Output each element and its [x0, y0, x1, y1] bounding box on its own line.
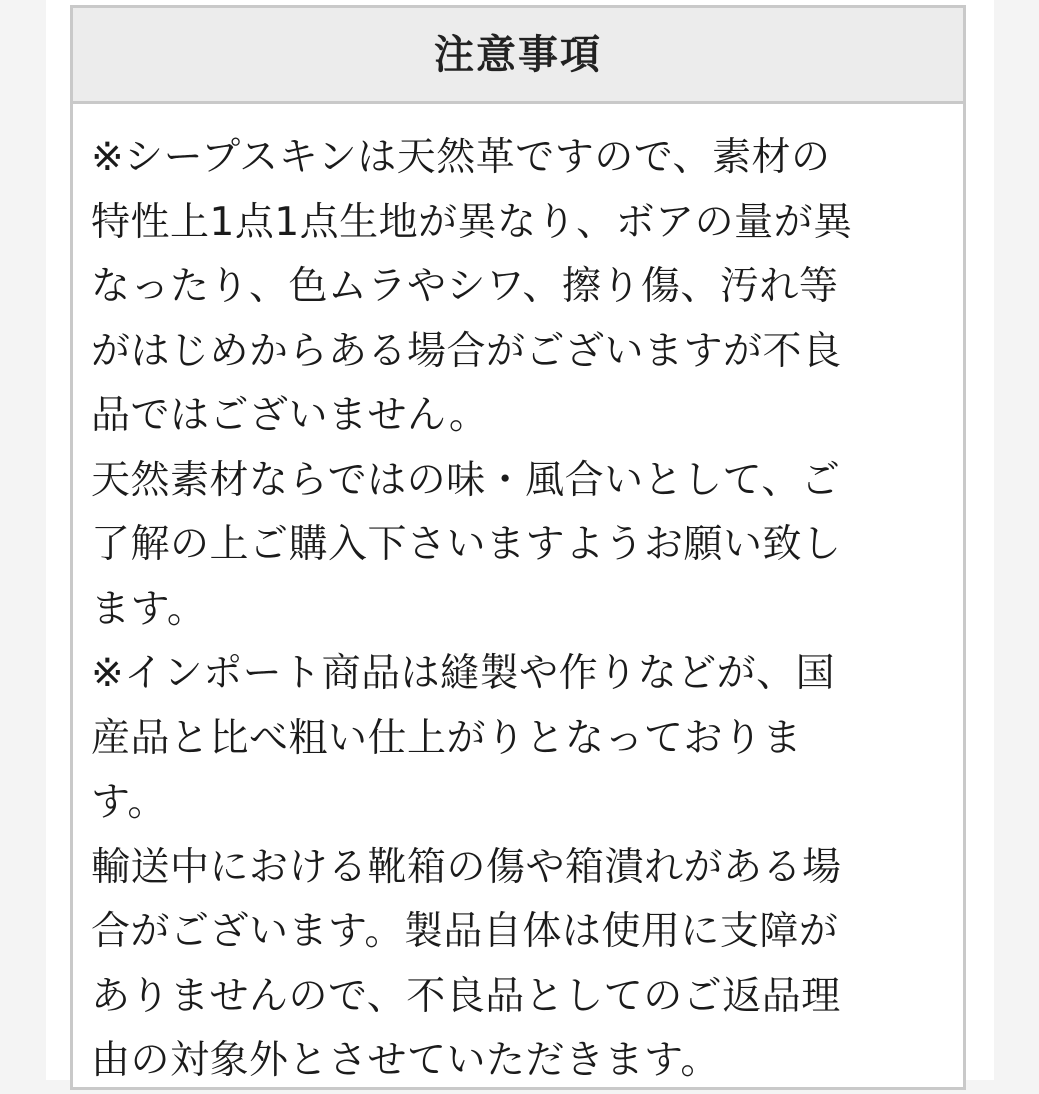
notice-line: 合がございます。製品自体は使用に支障が: [91, 909, 839, 954]
notice-line: 品ではございません。: [91, 393, 489, 438]
notice-line: ※シープスキンは天然革ですので、素材の: [91, 135, 831, 180]
notice-line: 特性上1点1点生地が異なり、ボアの量が異: [91, 199, 853, 245]
notice-line: ※インポート商品は縫製や作りなどが、国: [91, 651, 836, 696]
notice-header: [73, 8, 963, 104]
notice-line: す。: [91, 780, 167, 825]
notice-line: 了解の上ご購入下さいますようお願い致し: [91, 522, 842, 567]
notice-line: ありませんので、不良品としてのご返品理: [91, 973, 841, 1019]
notice-line: ます。: [91, 586, 207, 632]
notice-line: なったり、色ムラやシワ、擦り傷、汚れ等: [91, 264, 839, 309]
notice-body: [73, 104, 963, 1094]
notice-line: 産品と比べ粗い仕上がりとなっておりま: [91, 715, 803, 761]
notice-line: 由の対象外とさせていただきます。: [91, 1038, 720, 1083]
notice-line: がはじめからある場合がございますが不良: [91, 328, 842, 374]
notice-table: [70, 5, 966, 1090]
notice-line: 輸送中における靴箱の傷や箱潰れがある場: [91, 844, 842, 890]
notice-title: 注意事項: [434, 31, 602, 78]
notice-line: 天然素材ならではの味・風合いとして、ご: [91, 457, 841, 503]
